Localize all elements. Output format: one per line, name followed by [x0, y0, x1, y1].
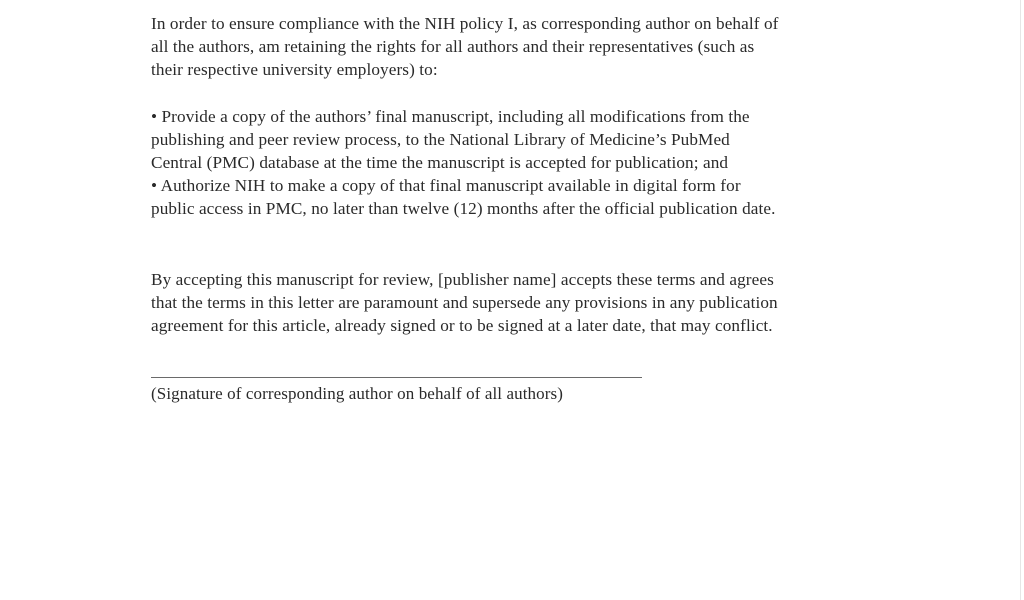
acceptance-paragraph — [151, 268, 891, 337]
bullet-list — [151, 105, 891, 220]
signature-block — [151, 377, 891, 405]
intro-line: their respective university employers) to: — [151, 60, 438, 79]
bullet-line: publishing and peer review process, to the National Library of Medicine’s PubMed — [151, 130, 730, 149]
bullet-line: • Authorize NIH to make a copy of that final manuscript available in digital form for — [151, 176, 741, 195]
acceptance-line: By accepting this manuscript for review, [publisher name] accepts these terms and agrees — [151, 270, 774, 289]
intro-line: In order to ensure compliance with the NIH policy I, as corresponding author on behalf of — [151, 14, 779, 33]
intro-line: all the authors, am retaining the rights for all authors and their representatives (such as — [151, 37, 755, 56]
acceptance-line: agreement for this article, already signed or to be signed at a later date, that may conflict. — [151, 316, 773, 335]
signature-caption: (Signature of corresponding author on behalf of all authors) — [151, 384, 563, 403]
letter-body — [151, 12, 891, 405]
acceptance-line: that the terms in this letter are paramount and supersede any provisions in any publication — [151, 293, 778, 312]
bullet-line: public access in PMC, no later than twelve (12) months after the official publication date. — [151, 199, 776, 218]
bullet-line: • Provide a copy of the authors’ final manuscript, including all modifications from the — [151, 107, 750, 126]
intro-paragraph — [151, 12, 891, 81]
bullet-line: Central (PMC) database at the time the manuscript is accepted for publication; and — [151, 153, 729, 172]
signature-line — [151, 377, 642, 378]
